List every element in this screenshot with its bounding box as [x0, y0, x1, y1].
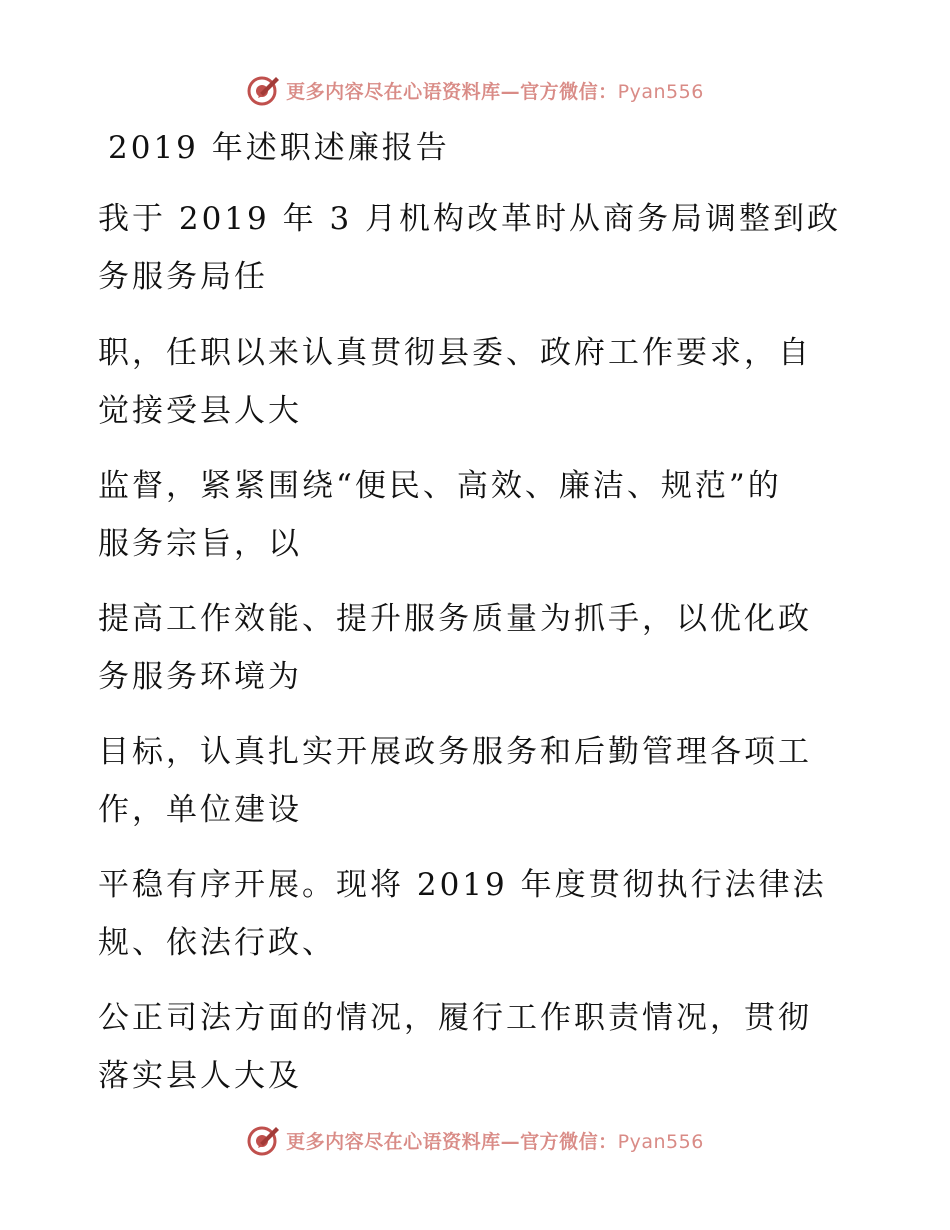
- body-line: 务服务环境为: [98, 659, 302, 695]
- body-line: 监督，紧紧围绕“便民、高效、廉洁、规范”的: [98, 468, 782, 504]
- watermark-text: 更多内容尽在心语资料库—官方微信：Pyan556: [286, 1130, 704, 1153]
- body-line: 觉接受县人大: [98, 393, 302, 429]
- body-line: 我于 2019 年 3 月机构改革时从商务局调整到政: [98, 201, 842, 237]
- body-line: 目标，认真扎实开展政务服务和后勤管理各项工: [98, 734, 812, 770]
- body-line: 职，任职以来认真贯彻县委、政府工作要求，自: [98, 335, 812, 371]
- pen-logo-icon: [246, 73, 280, 107]
- body-line: 务服务局任: [98, 259, 268, 295]
- body-line: 作，单位建设: [98, 792, 302, 828]
- body-line: 平稳有序开展。现将 2019 年度贯彻执行法律法: [98, 867, 827, 903]
- body-line: 提高工作效能、提升服务质量为抓手，以优化政: [98, 601, 812, 637]
- body-line: 公正司法方面的情况，履行工作职责情况，贯彻: [98, 1000, 812, 1036]
- body-line: 服务宗旨，以: [98, 526, 302, 562]
- body-line: 落实县人大及: [98, 1058, 302, 1094]
- watermark-footer: [0, 1120, 950, 1160]
- pen-logo-icon: [246, 1123, 280, 1157]
- watermark-text: 更多内容尽在心语资料库—官方微信：Pyan556: [286, 80, 704, 103]
- document-title: 2019 年述职述廉报告: [108, 130, 450, 166]
- body-line: 规、依法行政、: [98, 925, 336, 961]
- watermark-header: [0, 70, 950, 110]
